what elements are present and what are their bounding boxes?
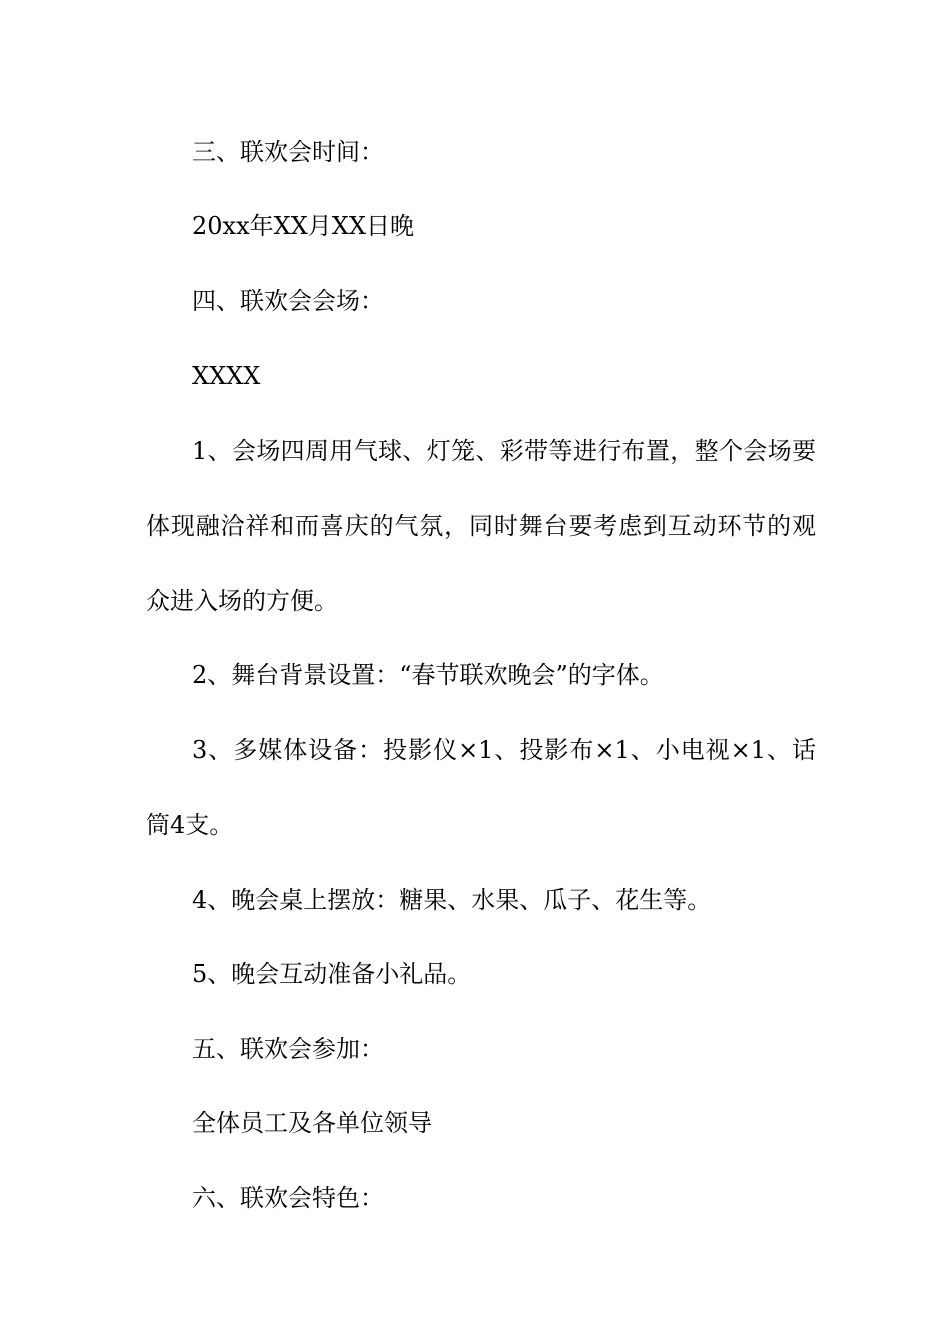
time-value: 20xx年XX月XX日晚 bbox=[192, 212, 414, 240]
paragraph-item-1-line-1: 1、会场四周用气球、灯笼、彩带等进行布置，整个会场要 bbox=[192, 437, 816, 465]
section-heading-features: 六、联欢会特色： bbox=[192, 1184, 384, 1212]
venue-value: XXXX bbox=[192, 362, 261, 390]
paragraph-item-4: 4、晚会桌上摆放：糖果、水果、瓜子、花生等。 bbox=[192, 886, 712, 914]
paragraph-item-3-line-2: 筒4支。 bbox=[146, 811, 234, 839]
participants-value: 全体员工及各单位领导 bbox=[192, 1109, 432, 1137]
section-heading-participants: 五、联欢会参加： bbox=[192, 1035, 384, 1063]
paragraph-item-5: 5、晚会互动准备小礼品。 bbox=[192, 960, 472, 988]
section-heading-venue: 四、联欢会会场： bbox=[192, 287, 384, 315]
paragraph-item-3-line-1: 3、多媒体设备：投影仪×1、投影布×1、小电视×1、话 bbox=[192, 736, 816, 764]
section-heading-time: 三、联欢会时间： bbox=[192, 138, 384, 166]
paragraph-item-1-line-2: 体现融洽祥和而喜庆的气氛，同时舞台要考虑到互动环节的观 bbox=[146, 512, 816, 540]
paragraph-item-2: 2、舞台背景设置：“春节联欢晚会”的字体。 bbox=[192, 661, 664, 689]
paragraph-item-1-line-3: 众进入场的方便。 bbox=[146, 587, 338, 615]
